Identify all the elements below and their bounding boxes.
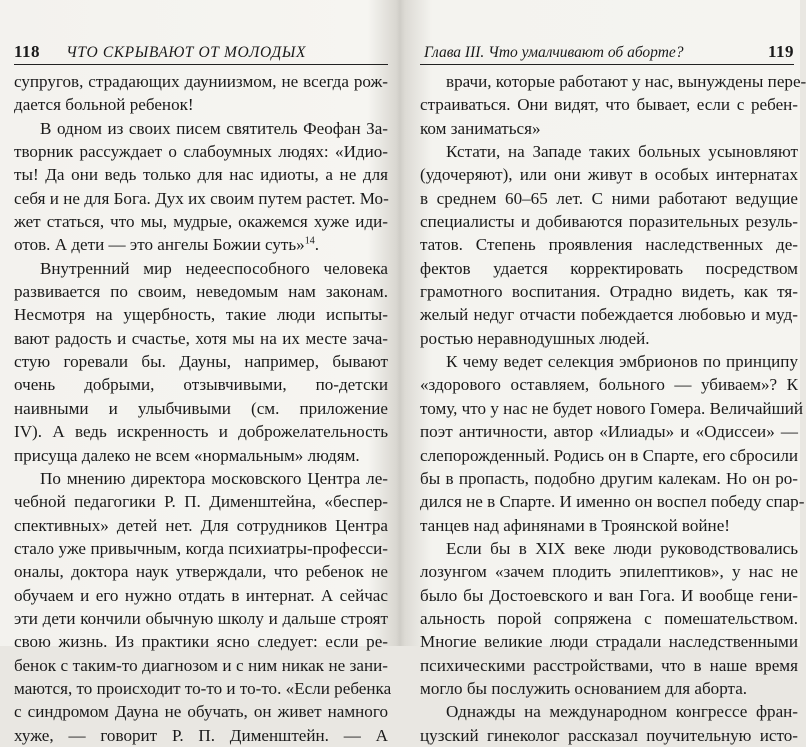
text-line: психическими расстройствами, что в наше время: [420, 655, 798, 675]
text-line: К чему ведет селекция эмбрионов по принципу: [446, 352, 798, 372]
text-line: дился не в Спарте. И именно он воспел победу спар-: [420, 492, 805, 512]
text-line: Если бы в XIX веке люди руководствовались: [446, 538, 798, 558]
header-rule: [420, 64, 794, 65]
text-line: в среднем 60–65 лет. С ними работают ведущие: [420, 188, 798, 208]
text-line: жет статься, что мы, мудрые, окажемся хуже иди-: [14, 212, 388, 232]
footnote-mark: 14: [304, 235, 315, 247]
text-line: с синдромом Дауна не обучать, он живет намного: [14, 702, 388, 722]
text-line: бы в пропасть, подобно другим калекам. Но он ро-: [420, 468, 798, 488]
text-line: обучаем и его нужно отдать в интернат. А сейчас: [14, 585, 388, 605]
text-line: стало уже привычным, когда психиатры-професси-: [14, 538, 388, 558]
text-line: эти дети кончили обычную школу и дальше строят: [14, 608, 388, 628]
text-line: бенок с таким-то диагнозом и с ним никак не зани-: [14, 655, 388, 675]
text-line: грамотного воспитания. Отрадно видеть, как тя-: [420, 282, 798, 302]
text-line-with-footnote: отов. А дети — это ангелы Божии суть»$^{14}$.: [14, 235, 320, 255]
right-page-header: [424, 36, 794, 62]
text-line: желый недуг отчасти побеждается любовью и муд-: [420, 305, 798, 325]
text-line: Многие великие люди страдали наследственными: [420, 632, 798, 652]
text-line: танцев над афинянами в Троянской войне!: [420, 515, 730, 535]
text-line: Однажды на международном конгрессе фран-: [446, 702, 798, 722]
text-line: тому, что у нас не будет нового Гомера. Величайший: [420, 398, 804, 418]
text-line: спективных» детей нет. Для сотрудников Центра: [14, 515, 388, 535]
text-line: чебной педагогики Р. П. Дименштейна, «беспер-: [14, 492, 388, 512]
text-line: страиваться. Они видят, что бывает, если с ребен-: [420, 95, 798, 115]
text-line: супругов, страдающих дауниизмом, не всегда рож-: [14, 72, 388, 91]
left-page: [0, 0, 396, 745]
text-line: IV). А ведь искренность и доброжелательность: [14, 422, 388, 442]
text-line: (удочеряют), или они живут в особых интернатах: [420, 165, 798, 185]
text-line: присуща далеко не всем «нормальным» людям.: [14, 445, 360, 465]
text-line: дается больной ребенок!: [14, 95, 194, 115]
text-line: развивается по своим, неведомым нам законам.: [14, 282, 388, 302]
text-line: очень добрыми, отзывчивыми, по-детски: [14, 375, 388, 395]
text-line: Внутренний мир недееспособного человека: [40, 258, 388, 278]
text-line: ком заниматься»: [420, 118, 541, 138]
header-rule: [14, 64, 388, 65]
text-line: творник рассуждает о слабоумных людях: «Идио-: [14, 142, 388, 162]
running-head: Глава III. Что умалчивают об аборте?: [424, 44, 684, 61]
text-line: стую горевали бы. Дауны, например, бывают: [14, 352, 388, 372]
text-line: Кстати, на Западе таких больных усыновляют: [446, 142, 798, 162]
page-number: 118: [14, 42, 41, 61]
text-line: альность порой сопряжена с помешательством.: [420, 608, 798, 628]
text-line: было бы Достоевского и ван Гога. И вообще гени-: [420, 585, 798, 605]
text-line: Несмотря на ущербность, такие люди испыты-: [14, 305, 388, 325]
text-line: специалисты и добиваются поразительных резуль-: [420, 212, 798, 232]
right-page-body: [420, 70, 806, 747]
text-line: ростью неравнодушных людей.: [420, 328, 650, 348]
text-line: врачи, которые работают у нас, вынуждены пере-: [446, 72, 806, 91]
text-line: хуже, — говорит Р. П. Дименштейн. — А: [14, 725, 388, 745]
text-line: фектов удается корректировать посредством: [420, 258, 798, 278]
text-line: свою жизнь. Из практики ясно следует: если ре-: [14, 632, 388, 652]
right-page: [404, 0, 806, 745]
text-line: татов. Степень проявления наследственных де-: [420, 235, 798, 255]
page-number: 119: [767, 42, 794, 61]
text-line: лозунгом «зачем плодить эпилептиков», у нас не: [420, 562, 798, 582]
text-line: цузский гинеколог рассказал поучительную исто-: [420, 725, 798, 745]
running-head: ЧТО СКРЫВАЮТ ОТ МОЛОДЫХ: [66, 44, 307, 61]
text-line: могло бы послужить основанием для аборта.: [420, 678, 748, 698]
text-line: «здорового оставляем, больного — убиваем»? К: [420, 375, 798, 395]
text-line: отов. А дети — это ангелы Божии суть»: [14, 235, 305, 255]
text-line: наивными и улыбчивыми (см. приложение: [14, 398, 388, 418]
text-line: вают радость и счастье, хотя мы на их месте зача-: [14, 328, 388, 348]
text-line: маются, то происходит то-то и то-то. «Если ребенка: [14, 678, 392, 698]
left-page-body: [14, 70, 392, 747]
left-page-header: [14, 36, 386, 62]
text-line: По мнению директора московского Центра ле-: [40, 468, 388, 488]
text-line: себя и не для Бога. Дух их своим путем растет. Мо-: [14, 188, 389, 208]
text-line: слепорожденный. Родись он в Спарте, его сбросили: [420, 445, 799, 465]
text-line: ты! Да они ведь только для нас идиоты, а не для: [14, 165, 388, 185]
text-line: оналы, доктора наук утверждали, что ребенок не: [14, 562, 388, 582]
text-line: В одном из своих писем святитель Феофан За-: [40, 118, 388, 138]
text-line: поэт античности, автор «Илиады» и «Одиссеи» —: [420, 422, 798, 442]
